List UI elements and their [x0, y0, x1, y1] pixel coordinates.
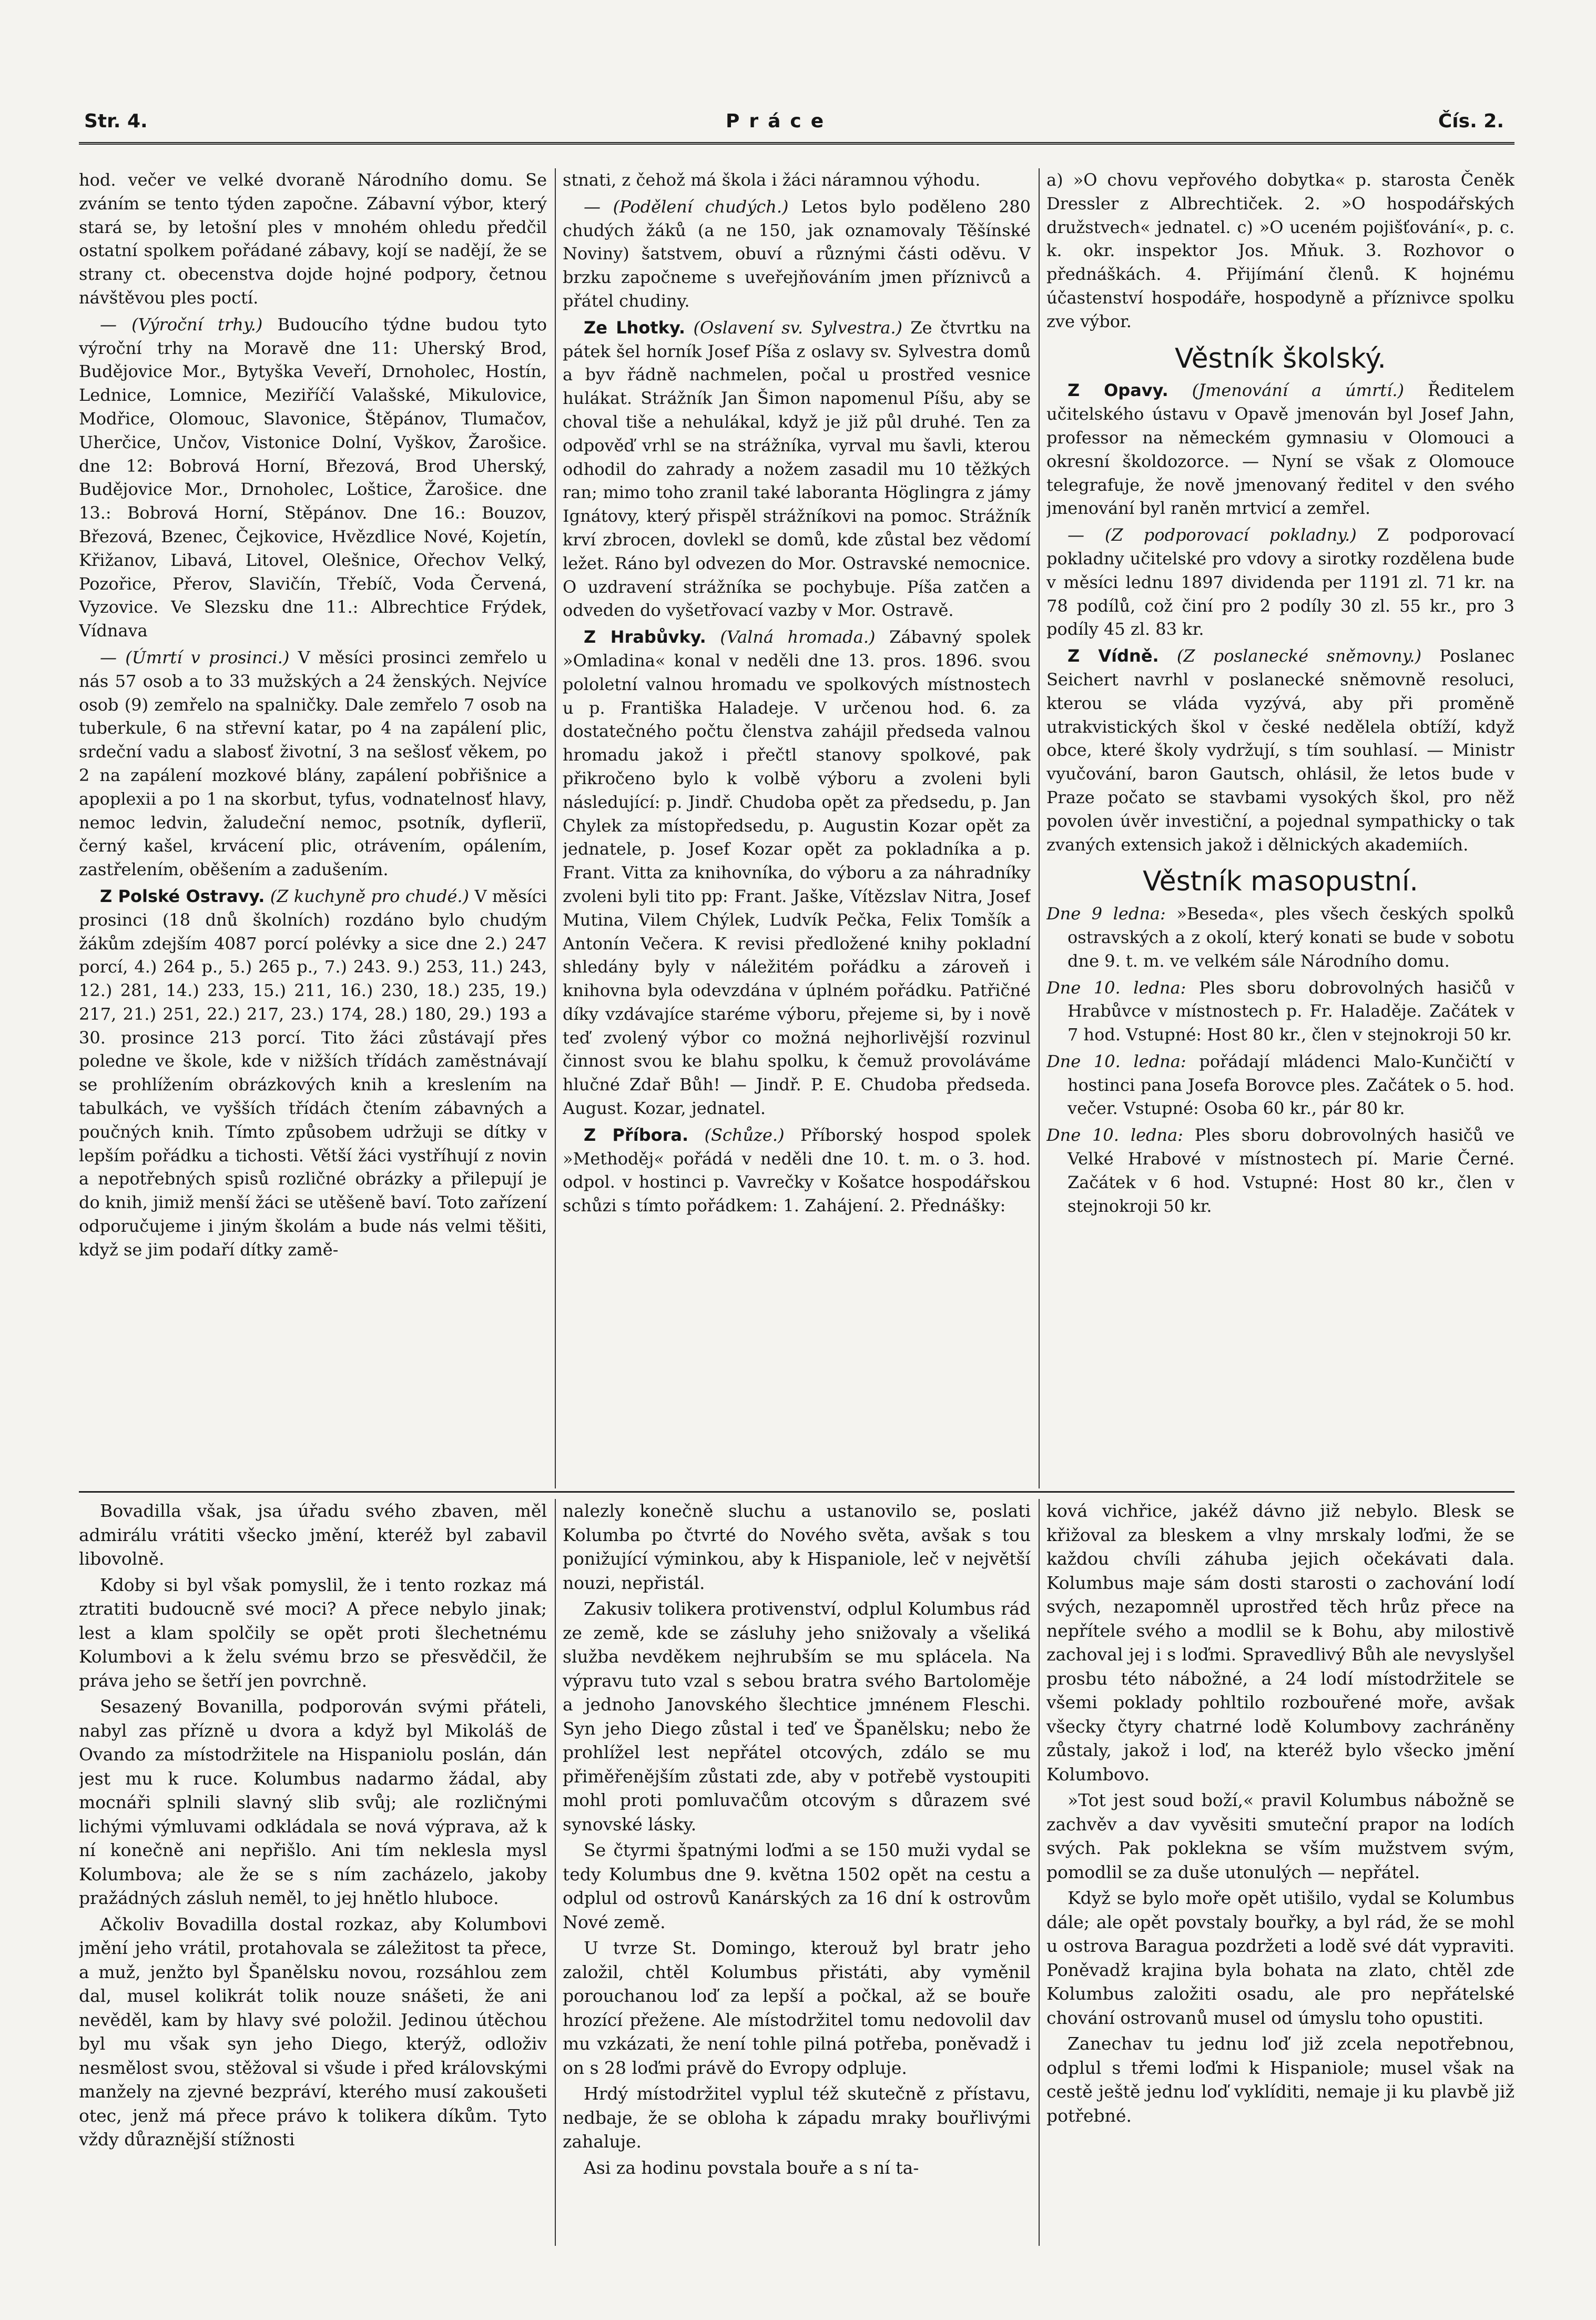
issue-number: Čís. 2. — [1438, 110, 1504, 132]
feuilleton-paragraph: Sesazený Bovanilla, podporován svými přáteli, nabyl zas přízně u dvora a když byl Mikoláš de Ovando za místodržitele na Hispaniolu poslán, dán jest mu k ruce. Kolumbus nadarmo žádal, aby mocnáři splnili slavný slib svůj; ale rozličnými lichými výmluvami odkládala se nová výprava, až k ní konečně ani nepřišlo. Ani tím neklesla mysl Kolumbova; ale že se s ním zacházelo, jakoby pražádných zásluh neměl, to jej hnětlo hluboce. — [79, 1696, 547, 1908]
article-deaths-text: V měsíci prosinci zemřelo u nás 57 osob a to 33 mužských a 24 ženských. Nejvíce osob (9) zemřelo na spalničky. Dale zemřelo 7 osob na tuberkule, 6 na střevní katar, po 4 na zapálení plic, srdeční vadu a slabosť životní, 3 na sešlosť věkem, po 2 na zapálení mozkové blány, zapálení pobřišnice a apoplexii a po 1 na skorbut, tyfus, vodnatelnosť hlavy, nemoc ledvin, žaludeční nemoc, psotník, dyfleriï, černý kašel, krvácení plic, otrávením, opálením, zastřelením, oběšením a zadušením. — [79, 647, 547, 880]
carnival-entry — [1046, 976, 1514, 1047]
carnival-entry-text: »Beseda«, ples všech českých spolků ostravských a z okolí, který konati se bude v sobotu dne 9. t. m. ve velkém sále Národního domu. — [1068, 904, 1514, 971]
article-vienna — [1046, 644, 1514, 856]
feuilleton-paragraph: »Tot jest soud boží,« pravil Kolumbus nábožně se zachvěv a dav vyvěsiti smuteční prapor na lodích svých. Pak poklekna se vším mužstvem svým, pomodlil se za duše utonulých — nepřátel. — [1046, 1790, 1514, 1882]
article-hrabuvka-place: Z Hrabůvky. — [584, 627, 706, 647]
article-hrabuvka-heading: (Valná hromada.) — [720, 627, 876, 647]
column-divider — [555, 1499, 556, 2246]
feuilleton-column-1 — [79, 1499, 547, 2246]
carnival-entry — [1046, 1123, 1514, 1218]
article-kitchen-place: Z Polské Ostravy. — [100, 886, 265, 906]
article-fairs-heading: — (Výroční trhy.) — [100, 314, 263, 335]
carnival-entry-date: Dne 9 ledna: — [1046, 904, 1166, 924]
article-fairs — [79, 313, 547, 643]
article-vienna-text: Poslanec Seichert navrhl v poslanecké sněmovně resoluci, kterou se vláda vyzývá, aby při proměně utrakvistických škol v české nedělela obtíží, když obce, které školy vydržují, s tím souhlasí. — Ministr vyučování, baron Gautsch, ohlásil, že letos bude v Praze počato se stavbami vysokých škol, pro něž povolen úvěr investiční, a pojednal sympathicky o tak zvaných extensich jakož i dělnických akademiích. — [1046, 646, 1514, 855]
article-fund-heading: — (Z podporovací pokladny.) — [1068, 525, 1357, 545]
feuilleton-paragraph: Zakusiv tolikera protivenství, odplul Kolumbus rád ze země, kde se zásluhy jeho snižovaly a všeliká služba nevděkem nejhrubším se mu splácela. Na výpravu tuto vzal s sebou bratra svého Bartoloměje a jednoho Janovského šlechtice jmnénem Fleschi. Syn jeho Diego zůstal i teď ve Španělsku; nebo že prohlížel lest nepřátel otcových, zdálo se mu přiměřenějším zůstati zde, aby v potřebě vystoupiti mohl proti pomluvačům otcovým s důrazem své synovské lásky. — [563, 1598, 1031, 1835]
column-1 — [79, 168, 547, 1536]
feuilleton-column-3 — [1046, 1499, 1514, 2246]
article-kitchen-text: V měsíci prosinci (18 dnů školních) rozdáno bylo chudým žákům zdejším 4087 porcí polévky a sice dne 2.) 247 porcí, 4.) 264 p., 5.) 265 p., 7.) 243. 9.) 253, 11.) 243, 12.) 281, 14.) 233, 15.) 211, 16.) 230, 18.) 235, 19.) 217, 21.) 251, 22.) 217, 23.) 174, 28.) 180, 29.) 193 a 30. prosince 213 porcí. Tito žáci zůstávají přes poledne ve škole, kde v nižších třídách zaměstnávají se prohlížením obrázkových knih a kreslením na tabulkách, ve vyšších třídách čtením zábavných a poučných knih. Tímto způsobem udržuji se dítky v lepším pořádku a tichosti. Větší žáci vystříhují z novin a nepotřebných spisů rozličné obrázky a přilepují je do knih, jimiž menší žáci se utěšeně baví. Toto zařízení odporučujeme i jiným školám a bude nás velmi těšiti, když se jim podaří dítky zamě- — [79, 886, 547, 1260]
article-poor-heading: — (Podělení chudých.) — [584, 196, 789, 217]
feuilleton-paragraph: ková vichřice, jakéž dávno již nebylo. Blesk se křižoval za bleskem a vlny mrskaly loďmi, že se každou chvíli záhuba jejich očekávati dala. Kolumbus maje sám dosti starosti o zachování lodí svých, nezapomněl uprostřed těch hrůz přece na nepřítele svého a modlil se k Bohu, aby milostivě zachoval jej i s loďmi. Spravedlivý Bůh ale nevyslyšel prosbu této nábožné, a 24 lodí místodržitele se všemi poklady pohltilo rozbouřené moře, avšak všecky čtyry chatrné lodě Kolumbovy zachráněny zůstaly, jakož i loď, na kteréž bylo všecko jmění Kolumbovo. — [1046, 1501, 1514, 1785]
article-lhotka-heading: (Oslavení sv. Sylvestra.) — [693, 317, 902, 338]
section-school-title: Věstník školský. — [1175, 342, 1386, 374]
column-divider — [1039, 1499, 1040, 2246]
carnival-entry-date: Dne 10. ledna: — [1046, 977, 1186, 998]
article-fund-text: Z podporovací pokladny učitelské pro vdovy a sirotky rozdělena bude v měsíci lednu 1897 dividenda per 1191 zl. 71 kr. na 78 podílů, což činí pro 2 podíly 30 zl. 55 kr., pro 3 podíly 45 zl. 83 kr. — [1046, 525, 1514, 640]
article-opava-place: Z Opavy. — [1068, 380, 1168, 401]
article-deaths-heading: — (Úmrtí v prosinci.) — [100, 647, 290, 667]
article-poor — [563, 195, 1031, 313]
feuilleton-column-2 — [563, 1499, 1031, 2246]
carnival-entry-date: Dne 10. ledna: — [1046, 1051, 1186, 1071]
feuilleton-paragraph: Kdoby si byl však pomyslil, že i tento rozkaz má ztratiti budoucně své moci? A přece nebylo jinak; lest a klam spolčily se opět proti šlechetnému Kolumbovi a k želu svému brzo se přesvědčil, že práva jeho se šetří jen povrchně. — [79, 1574, 547, 1691]
article-hrabuvka — [563, 625, 1031, 1120]
newspaper-page — [79, 79, 1514, 2277]
article-pribor — [563, 1123, 1031, 1218]
article-fairs-text: Budoucího týdne budou tyto výroční trhy na Moravě dne 11: Uherský Brod, Budějovice Mor., Bytyška Veveří, Drnoholec, Hostín, Lednice, Lomnice, Meziříčí Valašské, Mikulovice, Modřice, Olomouc, Slavonice, Štěpánov, Tlumačov, Uherčice, Unčov, Vistonice Dolní, Vyškov, Žarošice. dne 12: Bobrová Horní, Březová, Brod Uherský, Budějovice Mor., Drnoholec, Loštice, Žarošice. dne 13.: Bobrová Horní, Stěpánov. Dne 16.: Bouzov, Březová, Bzenec, Čejkovice, Hvězdlice Nové, Kojetín, Křižanov, Libavá, Litovel, Olešnice, Ořechov Velký, Pozořice, Přerov, Slavičín, Třebíč, Voda Červená, Vyzovice. Ve Slezsku dne 11.: Albrechtice Frýdek, Vídnava — [79, 314, 547, 641]
carnival-entry — [1046, 1050, 1514, 1120]
feuilleton-paragraph: Když se bylo moře opět utišilo, vydal se Kolumbus dále; ale opět povstaly bouřky, a byl rád, že se mohl u ostrova Baragua pozdržeti a lodě své dát vypraviti. Poněvadž krajina byla bohata na zlato, chtěl zde Kolumbus založiti osadu, ale pro nepřátelské chování ostrovanů musel od úmyslu toho opustiti. — [1046, 1888, 1514, 2028]
article-ball-text: hod. večer ve velké dvoraně Národního domu. Se zváním se tento týden započne. Zábavní výbor, který stará se, by letošní ples v mnohém ohledu předčil ostatní spolkem pořádané zábavy, kojí se nadějí, že se strany ct. obecenstva dojde hojné podpory, četnou návštěvou ples poctí. — [79, 170, 547, 308]
article-kitchen — [79, 885, 547, 1262]
column-divider — [555, 168, 556, 1488]
carnival-entry-text: pořádají mládenci Malo-Kunčičtí v hostinci pana Josefa Borovce ples. Začátek o 5. hod. večer. Vstupné: Osoba 60 kr., pár 80 kr. — [1068, 1051, 1514, 1119]
article-hrabuvka-text: Zábavný spolek »Omladina« konal v neděli dne 13. pros. 1896. svou pololetní valnou hromadu ve spolkových místnostech u p. Františka Haladeje. V určenou hod. 6. za dostatečného počtu členstva zahájil předseda valnou hromadu jakož i přečtl stanovy spolkové, pak přikročeno bylo k volbě výboru a zvoleni byli následující: p. Jindř. Chudoba opět za předsedu, p. Jan Chylek za místopředsedu, p. Augustin Kozar opět za jednatele, p. Josef Kozar opět za pokladníka a p. Frant. Vitta za knihovníka, do výboru a za náhradníky zvoleni byli tito pp: Frant. Jaške, Vítězslav Nitra, Josef Mutina, Vilem Chýlek, Ludvík Pečka, Felix Tomšík a Antonín Večera. K revisi předložené knihy pokladní shledány byly v náležitém pořádku a zároveň i knihovna byla odevzdána v úplném pořádku. Patřičné díky vzdávajíce staréme výboru, přejeme si, by i nově teď zvolený výbor co možná nejhorlivější rozvinul činnost svou ke blahu spolku, k čemuž provoláváme hlučné Zdař Bůh! — Jindř. P. E. Chudoba předseda. August. Kozar, jednatel. — [563, 627, 1031, 1119]
article-pribor-place: Z Příbora. — [584, 1124, 689, 1145]
article-vienna-place: Z Vídně. — [1068, 646, 1159, 666]
article-pribor-cont: a) »O chovu vepřového dobytka« p. starosta Čeněk Dressler z Albrechtiček. 2. »O hospodářských družstvech« jednatel. c) »O uceném pojišťování«, p. c. k. okr. inspektor Jos. Mňuk. 3. Rozhovor o přednáškách. 4. Přijímání členů. K hojnému účastenství hospodáře, hospodyně a příznivce spolku zve výbor. — [1046, 170, 1514, 331]
newspaper-title: Práce — [726, 110, 833, 132]
column-2 — [563, 168, 1031, 1536]
article-lhotka — [563, 316, 1031, 622]
article-pribor-text: Příborský hospod spolek »Methoděj« pořádá v neděli dne 10. t. m. o 3. hod. odpol. v hostinci p. Vavrečky v Košatce hospodářskou schůzi s tímto pořádkem: 1. Zahájení. 2. Přednášky: — [563, 1124, 1031, 1216]
feuilleton-rule — [79, 1491, 1514, 1493]
feuilleton-paragraph: Hrdý místodržitel vyplul též skutečně z přístavu, nedbaje, že se obloha k západu mraky bouřlivými zahaluje. — [563, 2083, 1031, 2152]
feuilleton-paragraph: Ačkoliv Bovadilla dostal rozkaz, aby Kolumbovi jmění jeho vrátil, protahovala se záležitost ta přece, a muž, jenžto byl Španělsku novou, rozsáhlou zem dal, musel kolikrát tolik nouze snášeti, že ani nevěděl, kam by hlavy své položil. Jedinou útěchou byl mu však syn jeho Diego, kterýž, odloživ nesmělost svou, stěžoval si všude i před královskými manžely na zjevné bezpráví, kterého musí zakoušeti otec, jenž má přece právo k tolikera díkům. Tyto vždy důraznější stížnosti — [79, 1913, 547, 2150]
carnival-entry-text: Ples sboru dobrovolných hasičů v Hrabůvce v místnostech p. Fr. Haladěje. Začátek v 7 hod. Vstupné: Host 80 kr., člen v stejnokroji 50 kr. — [1068, 977, 1514, 1045]
feuilleton-paragraph: U tvrze St. Domingo, kterouž byl bratr jeho založil, chtěl Kolumbus přistáti, aby vyměnil porouchanou loď za lepší a počkal, až se bouře hrozící přežene. Ale místodržitel tomu nedovolil dav mu vzkázati, že není tohle pilná potřeba, poněvadž i on s 28 loďmi právě do Evropy odpluje. — [563, 1938, 1031, 2078]
carnival-entry-date: Dne 10. ledna: — [1046, 1125, 1183, 1146]
article-deaths — [79, 646, 547, 882]
article-opava-heading: (Jmenování a úmrtí.) — [1192, 380, 1405, 401]
feuilleton-paragraph: Zanechav tu jednu loď již zcela nepotřebnou, odplul s třemi loďmi k Hispaniole; musel však na cestě ještě jednu loď vyklíditi, nemaje ji ku plavbě již potřebné. — [1046, 2033, 1514, 2126]
carnival-entry-text: Ples sboru dobrovolných hasičů ve Velké Hrabové v místnostech pí. Marie Černé. Začátek v 6 hod. Vstupné: Host 80 kr., člen v stejnokroji 50 kr. — [1068, 1125, 1514, 1216]
article-vienna-heading: (Z poslanecké sněmovny.) — [1176, 646, 1422, 666]
column-divider — [1039, 168, 1040, 1488]
feuilleton-paragraph: Asi za hodinu povstala bouře a s ní ta- — [584, 2157, 919, 2178]
article-opava-text: Ředitelem učitelského ústavu v Opavě jmenován byl Josef Jahn, professor na německém gymnasiu v Olomouci a okresní školdozorce. — Nyní se však z Olomouce telegrafuje, že nově jmenovaný ředitel v den svého jmenování byl raněn mrtvicí a zemřel. — [1046, 380, 1514, 519]
column-3 — [1046, 168, 1514, 1536]
article-pribor-heading: (Schůze.) — [704, 1124, 785, 1145]
feuilleton-paragraph: nalezly konečně sluchu a ustanovilo se, poslati Kolumba po čtvrté do Nového světa, avšak s tou ponižující výminkou, aby k Hispaniole, leč v největší nouzi, nepřistál. — [563, 1501, 1031, 1593]
page-number: Str. 4. — [84, 110, 148, 132]
article-kitchen-heading: (Z kuchyně pro chudé.) — [270, 886, 470, 906]
feuilleton-paragraph: Se čtyrmi špatnými loďmi a se 150 muži vydal se tedy Kolumbus dne 9. května 1502 opět na cestu a odplul od ostrovů Kanárských za 16 dní k ostrovům Nové země. — [563, 1840, 1031, 1932]
article-lhotka-place: Ze Lhotky. — [584, 317, 686, 338]
header-rule — [79, 142, 1514, 145]
feuilleton-paragraph: Bovadilla však, jsa úřadu svého zbaven, měl admirálu vrátiti všecko jmění, kteréž byl zabavil libovolně. — [79, 1501, 547, 1569]
carnival-entry — [1046, 902, 1514, 972]
article-lhotka-text: Ze čtvrtku na pátek šel horník Josef Píša z oslavy sv. Sylvestra domů a byv řádně nachmelen, počal u prostřed vesnice hulákat. Strážník Jan Šimon napomenul Píšu, aby se choval tiše a nehulákal, když je již půl druhé. Ten za odpověď vrhl se na strážníka, vyrval mu šavli, kterou odhodil do zahrady a nožem zasadil mu 10 těžkých ran; mimo toho zranil také laboranta Höglingra z jámy Ignátovy, který přispěl strážníkovi na pomoc. Strážník krví zbrocen, dovlekl se domů, kde zůstal bez vědomí ležet. Ráno byl odvezen do Mor. Ostravské nemocnice. O uzdravení strážníka se pochybuje. Píša zatčen a odveden do vyšetřovací vazby v Mor. Ostravě. — [563, 317, 1031, 621]
article-fund — [1046, 523, 1514, 641]
article-kitchen-cont: stnati, z čehož má škola i žáci náramnou výhodu. — [563, 170, 981, 190]
section-carnival-title: Věstník masopustní. — [1143, 866, 1418, 898]
article-poor-text: Letos bylo poděleno 280 chudých žáků (a ne 150, jak oznamovaly Těšínské Noviny) šatstvem, obuví a různými části oděvu. V brzku započneme s uveřejňováním jmen příznivců a přátel chudiny. — [563, 196, 1031, 311]
article-opava — [1046, 379, 1514, 520]
